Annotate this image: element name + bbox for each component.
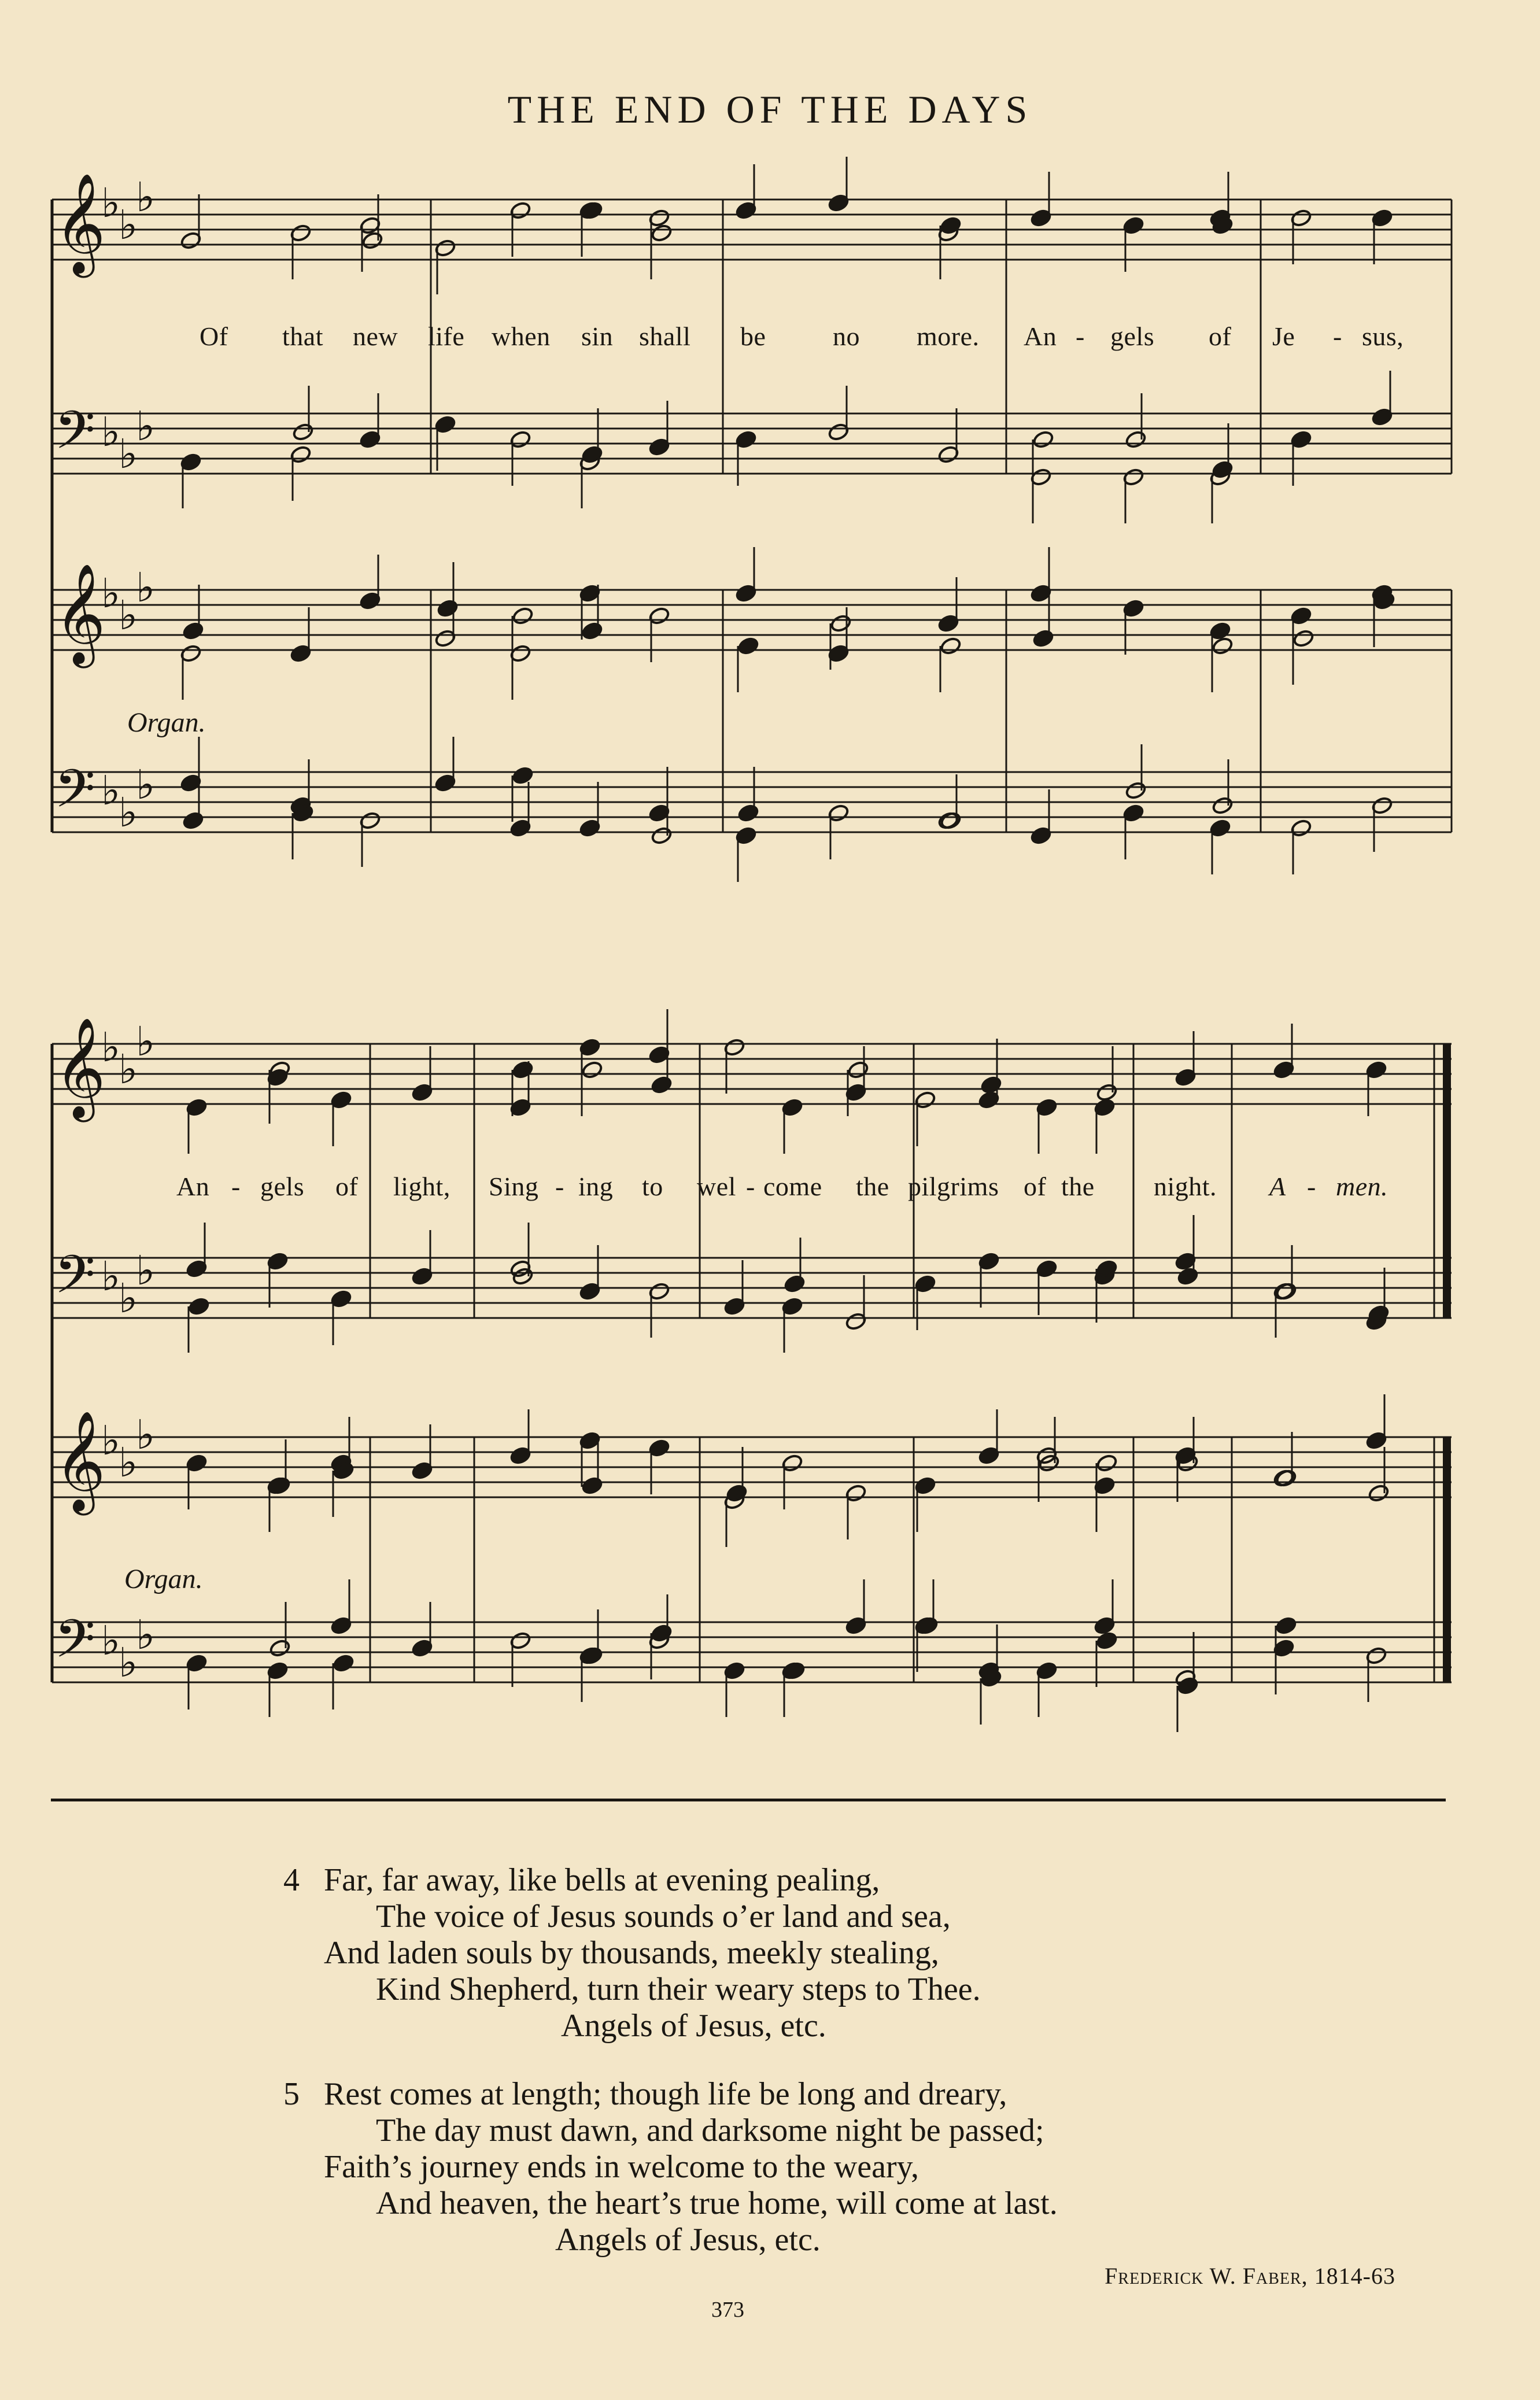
lyric-syllable: to xyxy=(642,1172,663,1201)
staff-notation-1 xyxy=(46,156,1457,902)
lyric-syllable: A xyxy=(1269,1172,1286,1201)
verse-line xyxy=(283,2113,1411,2149)
flat-sign: ♭ xyxy=(101,1417,121,1464)
music-system-2 xyxy=(46,1009,1457,1773)
verse-line xyxy=(283,2222,1411,2258)
flat-sign: ♭ xyxy=(101,1617,121,1664)
verse-line xyxy=(283,2185,1411,2222)
note-head xyxy=(1125,781,1147,800)
lyric-syllable: Je xyxy=(1272,322,1295,351)
lyric-syllable: come xyxy=(763,1172,822,1201)
bass-clef-icon: 𝄢 xyxy=(54,1608,95,1682)
note-head xyxy=(333,1653,354,1672)
verse-line xyxy=(283,1935,1411,1971)
note-head xyxy=(651,826,673,845)
verse-line xyxy=(283,2149,1411,2185)
lyric-syllable: - xyxy=(1076,322,1085,351)
lyric-syllable: when xyxy=(492,322,551,351)
note-head xyxy=(1212,796,1234,815)
lyric-syllable: men. xyxy=(1336,1172,1388,1201)
lyric-syllable: - xyxy=(231,1172,241,1201)
lyric-syllable: night. xyxy=(1154,1172,1217,1201)
flat-sign: ♭ xyxy=(136,564,156,611)
verse-text: The voice of Jesus sounds o’er land and sea, xyxy=(376,1899,951,1934)
lyric-syllable: that xyxy=(282,322,323,351)
verse-4 xyxy=(283,1862,1411,2044)
note-head xyxy=(830,614,852,633)
flat-sign: ♭ xyxy=(119,789,138,836)
note-head xyxy=(651,1623,673,1642)
lyric-syllable: of xyxy=(1209,322,1232,351)
treble-clef-icon: 𝄞 xyxy=(54,1411,106,1511)
note-head xyxy=(581,1060,603,1079)
note-head xyxy=(737,803,759,822)
treble-clef-icon: 𝄞 xyxy=(54,1017,106,1118)
divider-rule xyxy=(51,1799,1446,1801)
note-head xyxy=(737,636,759,655)
additional-verses xyxy=(283,1862,1411,2258)
note-head xyxy=(361,231,383,250)
flat-sign: ♭ xyxy=(119,1639,138,1686)
lyric-syllable: - xyxy=(1333,322,1342,351)
lyric-syllable: light, xyxy=(393,1172,450,1201)
note-head xyxy=(784,1274,806,1293)
flat-sign: ♭ xyxy=(136,1411,156,1459)
lyric-syllable: sus, xyxy=(1362,322,1404,351)
lyric-syllable: - xyxy=(746,1172,755,1201)
lyric-syllable: gels xyxy=(1110,322,1155,351)
lyric-syllable: An xyxy=(176,1172,210,1201)
lyric-syllable: of xyxy=(335,1172,359,1201)
note-head xyxy=(581,445,603,464)
lyric-syllable: more. xyxy=(917,322,980,351)
lyric-syllable: Sing xyxy=(489,1172,539,1201)
lyric-syllable: wel xyxy=(697,1172,736,1201)
note-head xyxy=(512,606,534,625)
flat-sign: ♭ xyxy=(101,179,121,227)
lyric-syllable: shall xyxy=(639,322,691,351)
flat-sign: ♭ xyxy=(119,201,138,249)
treble-clef-icon: 𝄞 xyxy=(54,563,106,664)
verse-line xyxy=(283,1971,1411,2008)
lyric-syllable: - xyxy=(555,1172,564,1201)
flat-sign: ♭ xyxy=(136,403,156,450)
lyric-syllable: the xyxy=(856,1172,889,1201)
flat-sign: ♭ xyxy=(136,173,156,221)
verse-line xyxy=(283,2008,1411,2044)
note-head xyxy=(1032,629,1054,648)
note-head xyxy=(512,1060,534,1079)
flat-sign: ♭ xyxy=(101,570,121,617)
verse-text: Angels of Jesus, etc. xyxy=(555,2222,821,2258)
page-number: 373 xyxy=(711,2298,744,2322)
flat-sign: ♭ xyxy=(119,1046,138,1093)
verse-number: 4 xyxy=(283,1862,300,1898)
verse-text: Kind Shepherd, turn their weary steps to Thee. xyxy=(376,1971,981,2007)
lyric-syllable: of xyxy=(1024,1172,1047,1201)
bass-clef-icon: 𝄢 xyxy=(54,400,95,474)
lyric-syllable: pilgrims xyxy=(908,1172,999,1201)
flat-sign: ♭ xyxy=(136,1018,156,1065)
note-head xyxy=(940,636,962,655)
flat-sign: ♭ xyxy=(136,1611,156,1659)
note-head xyxy=(581,621,603,640)
flat-sign: ♭ xyxy=(101,1253,121,1300)
lyric-syllable: the xyxy=(1061,1172,1095,1201)
lyric-syllable: sin xyxy=(581,322,614,351)
note-head xyxy=(1038,1453,1060,1472)
flat-sign: ♭ xyxy=(119,430,138,478)
verse-text: Angels of Jesus, etc. xyxy=(561,2008,826,2044)
music-system-1 xyxy=(46,156,1457,902)
note-head xyxy=(292,422,314,441)
note-head xyxy=(1032,430,1054,449)
note-head xyxy=(1096,1453,1118,1472)
note-head xyxy=(1368,1483,1390,1502)
note-head xyxy=(269,1638,291,1657)
flat-sign: ♭ xyxy=(136,761,156,808)
note-head xyxy=(581,1476,603,1495)
lyric-syllable: life xyxy=(428,322,465,351)
organ-label: Organ. xyxy=(124,1564,203,1594)
note-head xyxy=(1177,1267,1199,1286)
lyric-syllable: gels xyxy=(260,1172,305,1201)
lyric-syllable: new xyxy=(353,322,398,351)
hymn-title: THE END OF THE DAYS xyxy=(507,87,1033,131)
verse-text: And laden souls by thousands, meekly stealing, xyxy=(324,1935,939,1971)
bass-clef-icon: 𝄢 xyxy=(54,1244,95,1318)
verse-text: Faith’s journey ends in welcome to the weary, xyxy=(324,2149,919,2185)
note-head xyxy=(1275,1616,1297,1635)
note-head xyxy=(726,1483,748,1502)
verse-line xyxy=(283,1899,1411,1935)
note-head xyxy=(182,811,204,830)
note-head xyxy=(847,1060,869,1079)
flat-sign: ♭ xyxy=(136,1247,156,1294)
verse-text: The day must dawn, and darksome night be passed; xyxy=(376,2113,1044,2148)
note-head xyxy=(1177,1676,1199,1695)
lyric-syllable: An xyxy=(1024,322,1057,351)
note-head xyxy=(437,599,459,618)
treble-clef-icon: 𝄞 xyxy=(54,173,106,274)
note-head xyxy=(1212,636,1234,655)
note-head xyxy=(182,621,204,640)
note-head xyxy=(940,216,962,235)
note-head xyxy=(512,1267,534,1286)
organ-label: Organ. xyxy=(127,707,206,738)
verse-text: Far, far away, like bells at evening pealing, xyxy=(324,1862,880,1898)
note-head xyxy=(1096,1083,1118,1102)
verse-5 xyxy=(283,2076,1411,2258)
flat-sign: ♭ xyxy=(119,1275,138,1322)
flat-sign: ♭ xyxy=(101,767,121,814)
lyric-syllable: ing xyxy=(578,1172,614,1201)
lyric-syllable: no xyxy=(833,322,860,351)
staff-notation-2 xyxy=(46,1009,1457,1773)
flat-sign: ♭ xyxy=(101,408,121,456)
flat-sign: ♭ xyxy=(119,1439,138,1486)
note-head xyxy=(1096,1631,1118,1650)
verse-line xyxy=(283,2076,1411,2113)
flat-sign: ♭ xyxy=(119,592,138,639)
note-head xyxy=(512,766,534,785)
verse-text: Rest comes at length; though life be long and dreary, xyxy=(324,2076,1007,2112)
note-head xyxy=(651,223,673,242)
bass-clef-icon: 𝄢 xyxy=(54,758,95,832)
lyric-syllable: - xyxy=(1307,1172,1316,1201)
hymn-author: Frederick W. Faber, 1814-63 xyxy=(1105,2263,1395,2289)
note-head xyxy=(1212,460,1234,479)
note-head xyxy=(1292,629,1314,648)
note-head xyxy=(1125,430,1147,449)
lyric-syllable: be xyxy=(740,322,766,351)
final-bar-line xyxy=(1443,1044,1451,1318)
note-head xyxy=(651,1075,673,1094)
verse-number: 5 xyxy=(283,2076,300,2112)
note-head xyxy=(980,1075,1002,1094)
flat-sign: ♭ xyxy=(101,1024,121,1071)
lyric-syllable: Of xyxy=(200,322,228,351)
note-head xyxy=(188,1297,210,1316)
verse-text: And heaven, the heart’s true home, will come at last. xyxy=(376,2185,1058,2221)
final-bar-line xyxy=(1443,1437,1451,1682)
verse-line xyxy=(283,1862,1411,1899)
